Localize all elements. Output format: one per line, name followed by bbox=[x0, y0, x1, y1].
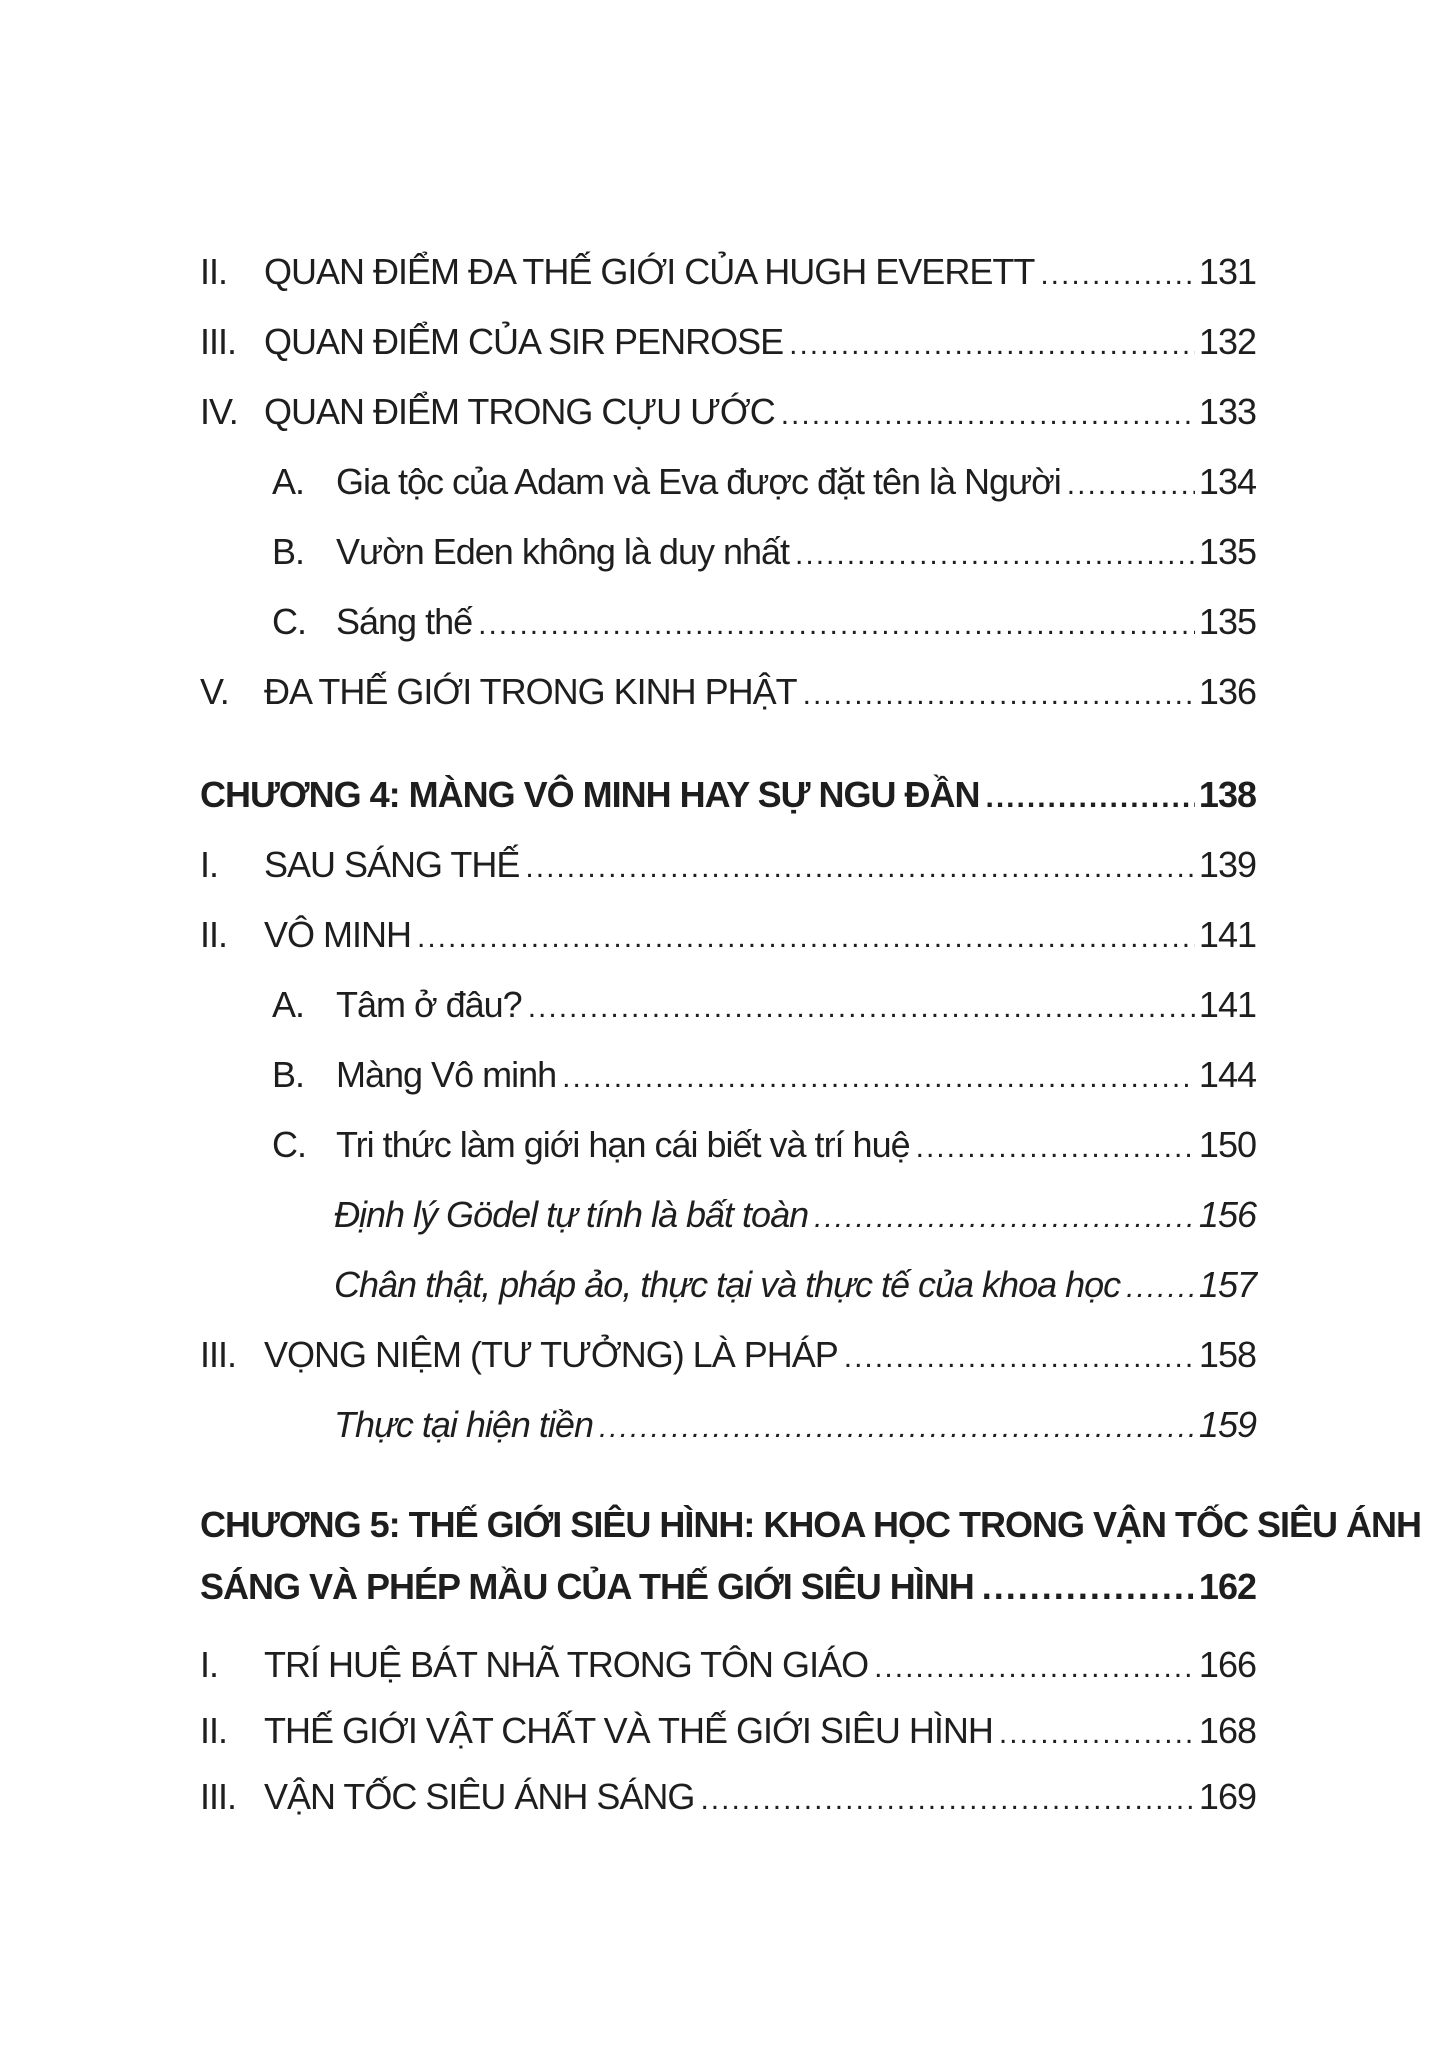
entry-number: II. bbox=[200, 251, 228, 292]
dot-leader bbox=[916, 1126, 1195, 1170]
entry-number: I. bbox=[200, 1644, 219, 1685]
entry-page: 134 bbox=[1198, 461, 1256, 502]
dot-leader bbox=[795, 533, 1195, 577]
entry-title: Thực tại hiện tiền bbox=[334, 1404, 593, 1445]
entry-title: Sáng thế bbox=[336, 601, 473, 642]
entry-number: III. bbox=[200, 1334, 237, 1375]
toc-entry[interactable] bbox=[200, 1775, 1256, 1822]
toc-subentry[interactable] bbox=[272, 460, 1256, 507]
entry-title: QUAN ĐIỂM TRONG CỰU ƯỚC bbox=[264, 391, 775, 432]
entry-page: 157 bbox=[1198, 1264, 1256, 1305]
entry-page: 135 bbox=[1198, 601, 1256, 642]
entry-number: C. bbox=[272, 1124, 306, 1165]
toc-entry[interactable] bbox=[200, 670, 1256, 717]
entry-page: 166 bbox=[1198, 1644, 1256, 1685]
toc-entry[interactable] bbox=[200, 913, 1256, 960]
entry-page: 135 bbox=[1198, 531, 1256, 572]
toc-entry[interactable] bbox=[200, 1643, 1256, 1690]
entry-title: Chân thật, pháp ảo, thực tại và thực tế của khoa học bbox=[334, 1264, 1121, 1305]
chapter-title-line-1: CHƯƠNG 5: THẾ GIỚI SIÊU HÌNH: KHOA HỌC TRONG VẬN TỐC SIÊU ÁNH bbox=[200, 1504, 1421, 1545]
entry-page: 132 bbox=[1198, 321, 1256, 362]
toc-subentry[interactable] bbox=[272, 1123, 1256, 1170]
entry-page: 158 bbox=[1198, 1334, 1256, 1375]
dot-leader bbox=[844, 1336, 1195, 1380]
dot-leader bbox=[789, 323, 1195, 367]
entry-page: 133 bbox=[1198, 391, 1256, 432]
entry-page: 144 bbox=[1198, 1054, 1256, 1095]
entry-number: C. bbox=[272, 601, 306, 642]
entry-title: THẾ GIỚI VẬT CHẤT VÀ THẾ GIỚI SIÊU HÌNH bbox=[264, 1710, 993, 1751]
dot-leader bbox=[982, 1556, 1193, 1618]
entry-title: Định lý Gödel tự tính là bất toàn bbox=[334, 1194, 809, 1235]
entry-page: 131 bbox=[1198, 251, 1256, 292]
entry-title: Gia tộc của Adam và Eva được đặt tên là Người bbox=[336, 461, 1061, 502]
dot-leader bbox=[1040, 253, 1195, 297]
toc-subsubentry[interactable] bbox=[334, 1193, 1256, 1240]
dot-leader bbox=[814, 1196, 1195, 1240]
entry-page: 169 bbox=[1198, 1776, 1256, 1817]
toc-entry[interactable] bbox=[200, 1709, 1256, 1756]
chapter-title-line-2: SÁNG VÀ PHÉP MẦU CỦA THẾ GIỚI SIÊU HÌNH bbox=[200, 1566, 974, 1607]
entry-title: VÔ MINH bbox=[264, 914, 412, 955]
entry-title: QUAN ĐIỂM CỦA SIR PENROSE bbox=[264, 321, 784, 362]
entry-number: A. bbox=[272, 461, 305, 502]
entry-title: VẬN TỐC SIÊU ÁNH SÁNG bbox=[264, 1776, 695, 1817]
entry-page: 141 bbox=[1198, 914, 1256, 955]
entry-title: Vườn Eden không là duy nhất bbox=[336, 531, 790, 572]
dot-leader bbox=[1126, 1266, 1195, 1310]
entry-page: 168 bbox=[1198, 1710, 1256, 1751]
toc-subsubentry[interactable] bbox=[334, 1403, 1256, 1450]
toc-subentry[interactable] bbox=[272, 600, 1256, 647]
chapter-page: 138 bbox=[1198, 774, 1256, 815]
toc-subentry[interactable] bbox=[272, 1053, 1256, 1100]
chapter-4-heading[interactable] bbox=[200, 773, 1256, 820]
toc-entry[interactable] bbox=[200, 843, 1256, 890]
entry-title: Tri thức làm giới hạn cái biết và trí huệ bbox=[336, 1124, 910, 1165]
dot-leader bbox=[999, 1712, 1195, 1756]
entry-title: Màng Vô minh bbox=[336, 1054, 557, 1095]
dot-leader bbox=[525, 846, 1195, 890]
entry-page: 156 bbox=[1198, 1194, 1256, 1235]
entry-number: II. bbox=[200, 914, 228, 955]
dot-leader bbox=[599, 1406, 1195, 1450]
toc-entry[interactable] bbox=[200, 1333, 1256, 1380]
dot-leader bbox=[478, 603, 1195, 647]
chapter-title: CHƯƠNG 4: MÀNG VÔ MINH HAY SỰ NGU ĐẦN bbox=[200, 774, 980, 815]
entry-page: 139 bbox=[1198, 844, 1256, 885]
toc-subentry[interactable] bbox=[272, 530, 1256, 577]
entry-number: IV. bbox=[200, 391, 238, 432]
entry-title: SAU SÁNG THẾ bbox=[264, 844, 520, 885]
entry-page: 141 bbox=[1198, 984, 1256, 1025]
entry-number: III. bbox=[200, 321, 237, 362]
entry-page: 159 bbox=[1198, 1404, 1256, 1445]
toc-subentry[interactable] bbox=[272, 983, 1256, 1030]
entry-title: Tâm ở đâu? bbox=[336, 984, 522, 1025]
dot-leader bbox=[700, 1778, 1194, 1822]
entry-number: I. bbox=[200, 844, 219, 885]
toc-entry[interactable] bbox=[200, 250, 1256, 297]
dot-leader bbox=[986, 776, 1195, 820]
entry-page: 150 bbox=[1198, 1124, 1256, 1165]
entry-number: II. bbox=[200, 1710, 228, 1751]
entry-title: VỌNG NIỆM (TƯ TƯỞNG) LÀ PHÁP bbox=[264, 1334, 838, 1375]
toc-entry[interactable] bbox=[200, 320, 1256, 367]
dot-leader bbox=[1067, 463, 1195, 507]
dot-leader bbox=[874, 1646, 1195, 1690]
chapter-page: 162 bbox=[1198, 1566, 1256, 1607]
dot-leader bbox=[528, 986, 1195, 1030]
toc-entry[interactable] bbox=[200, 390, 1256, 437]
entry-title: ĐA THẾ GIỚI TRONG KINH PHẬT bbox=[264, 671, 797, 712]
entry-number: V. bbox=[200, 671, 229, 712]
dot-leader bbox=[781, 393, 1195, 437]
entry-title: TRÍ HUỆ BÁT NHÃ TRONG TÔN GIÁO bbox=[264, 1644, 869, 1685]
dot-leader bbox=[803, 673, 1195, 717]
entry-number: B. bbox=[272, 1054, 305, 1095]
chapter-5-heading[interactable] bbox=[200, 1494, 1421, 1618]
entry-number: A. bbox=[272, 984, 305, 1025]
dot-leader bbox=[417, 916, 1195, 960]
entry-page: 136 bbox=[1198, 671, 1256, 712]
entry-title: QUAN ĐIỂM ĐA THẾ GIỚI CỦA HUGH EVERETT bbox=[264, 251, 1035, 292]
dot-leader bbox=[562, 1056, 1195, 1100]
entry-number: III. bbox=[200, 1776, 237, 1817]
entry-number: B. bbox=[272, 531, 305, 572]
toc-subsubentry[interactable] bbox=[334, 1263, 1256, 1310]
